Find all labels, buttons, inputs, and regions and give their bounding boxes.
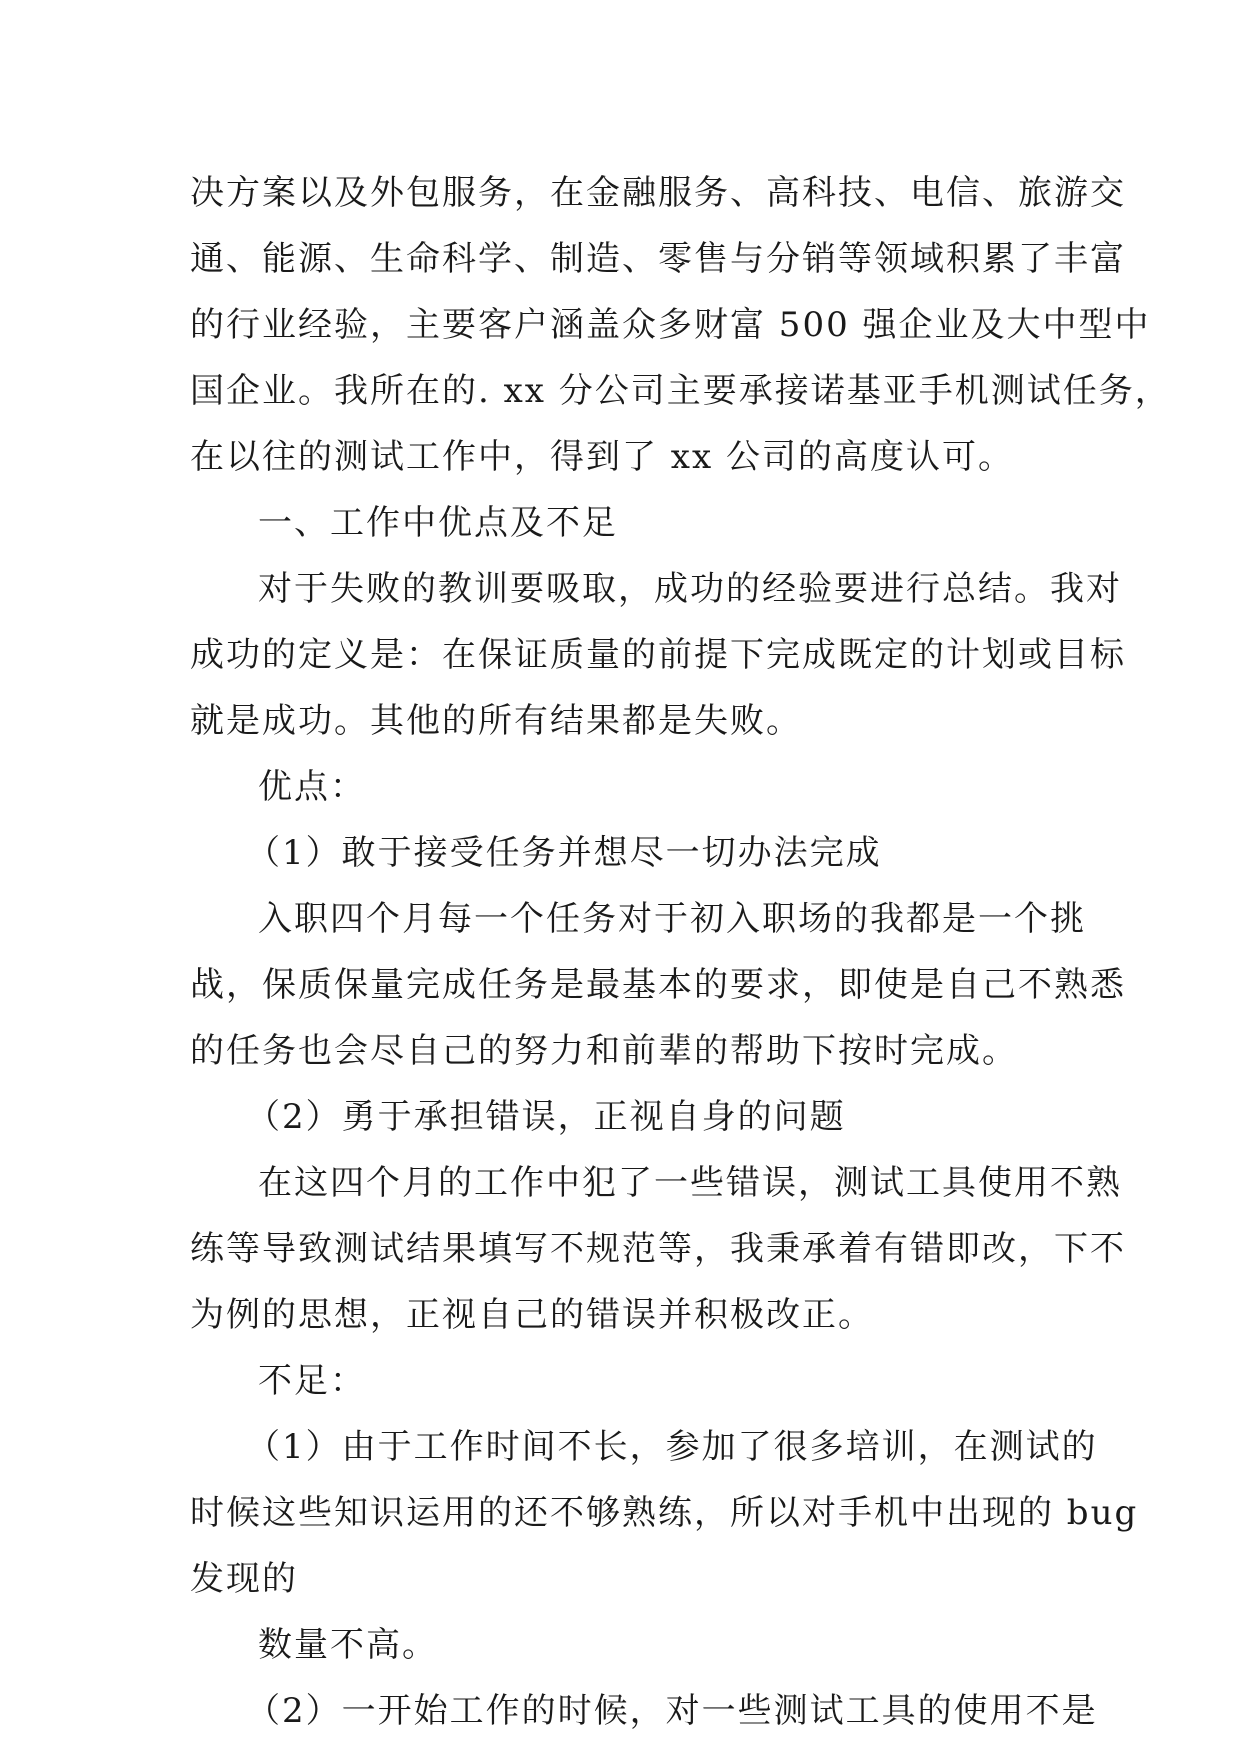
paragraph-line: 通、能源、生命科学、制造、零售与分销等领域积累了丰富 — [190, 239, 1126, 279]
paragraph-line: 国企业。我所在的. xx 分公司主要承接诺基亚手机测试任务， — [190, 371, 1171, 411]
paragraph-line: 对于失败的教训要吸取，成功的经验要进行总结。我对 — [258, 569, 1122, 609]
document-page — [190, 160, 1171, 1744]
paragraph-line: 决方案以及外包服务，在金融服务、高科技、电信、旅游交 — [190, 173, 1126, 213]
paragraph-line: 的任务也会尽自己的努力和前辈的帮助下按时完成。 — [190, 1031, 1018, 1071]
paragraph-line: 在这四个月的工作中犯了一些错误，测试工具使用不熟 — [258, 1163, 1122, 1203]
section-heading: 一、工作中优点及不足 — [258, 503, 618, 543]
paragraph-line: 练等导致测试结果填写不规范等，我秉承着有错即改，下不 — [190, 1229, 1126, 1269]
paragraph-line: 时候这些知识运用的还不够熟练，所以对手机中出现的 bug — [190, 1493, 1139, 1533]
paragraph-line: 入职四个月每一个任务对于初入职场的我都是一个挑 — [258, 899, 1086, 939]
list-item-heading: （2）一开始工作的时候，对一些测试工具的使用不是 — [246, 1691, 1098, 1731]
paragraph-line: 成功的定义是：在保证质量的前提下完成既定的计划或目标 — [190, 635, 1126, 675]
list-item-heading: （1）敢于接受任务并想尽一切办法完成 — [246, 833, 882, 873]
paragraph-line: 在以往的测试工作中，得到了 xx 公司的高度认可。 — [190, 437, 1014, 477]
paragraph-line: 发现的 — [190, 1559, 298, 1599]
paragraph-line: 为例的思想，正视自己的错误并积极改正。 — [190, 1295, 874, 1335]
list-item-heading: （1）由于工作时间不长，参加了很多培训，在测试的 — [246, 1427, 1098, 1467]
paragraph-line: 就是成功。其他的所有结果都是失败。 — [190, 701, 802, 741]
paragraph-line: 的行业经验，主要客户涵盖众多财富 500 强企业及大中型中 — [190, 305, 1151, 345]
subheading-strengths: 优点： — [258, 767, 366, 807]
paragraph-line: 战，保质保量完成任务是最基本的要求，即使是自己不熟悉 — [190, 965, 1126, 1005]
subheading-weaknesses: 不足： — [258, 1361, 366, 1401]
paragraph-line: 数量不高。 — [258, 1625, 438, 1665]
list-item-heading: （2）勇于承担错误，正视自身的问题 — [246, 1097, 846, 1137]
